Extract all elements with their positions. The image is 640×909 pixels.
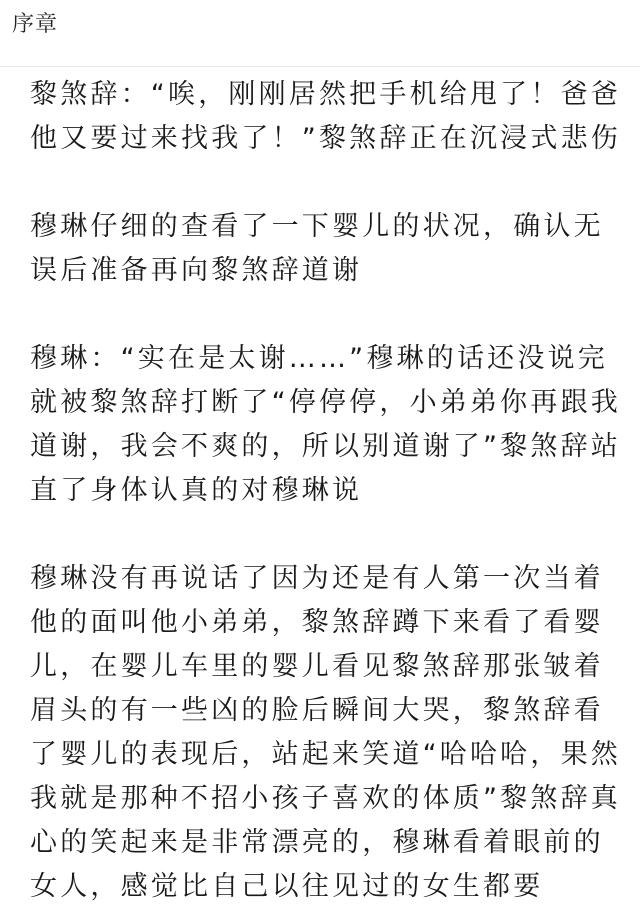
- paragraph-4: 穆琳没有再说话了因为还是有人第一次当着他的面叫他小弟弟，黎煞辞蹲下来看了看婴儿，在婴儿车里的婴儿看见黎煞辞那张皱着眉头的有一些凶的脸后瞬间大哭，黎煞辞看了婴儿的表现后，站起来笑道“哈哈哈，果然我就是那种不招小孩子喜欢的体质”黎煞辞真心的笑起来是非常漂亮的，穆琳看着眼前的女人，感觉比自己以往见过的女生都要: [30, 563, 621, 902]
- paragraph-2: 穆琳仔细的查看了一下婴儿的状况，确认无误后准备再向黎煞辞道谢: [30, 211, 604, 286]
- paragraph-3: 穆琳：“实在是太谢……”穆琳的话还没说完就被黎煞辞打断了“停停停，小弟弟你再跟我道谢，我会不爽的，所以别道谢了”黎煞辞站直了身体认真的对穆琳说: [30, 343, 621, 506]
- chapter-title: 序章: [12, 12, 59, 37]
- article-body: [30, 73, 622, 909]
- paragraph-1: 黎煞辞：“唉，刚刚居然把手机给甩了！爸爸他又要过来找我了！”黎煞辞正在沉浸式悲伤: [30, 79, 621, 154]
- chapter-header: [0, 0, 640, 67]
